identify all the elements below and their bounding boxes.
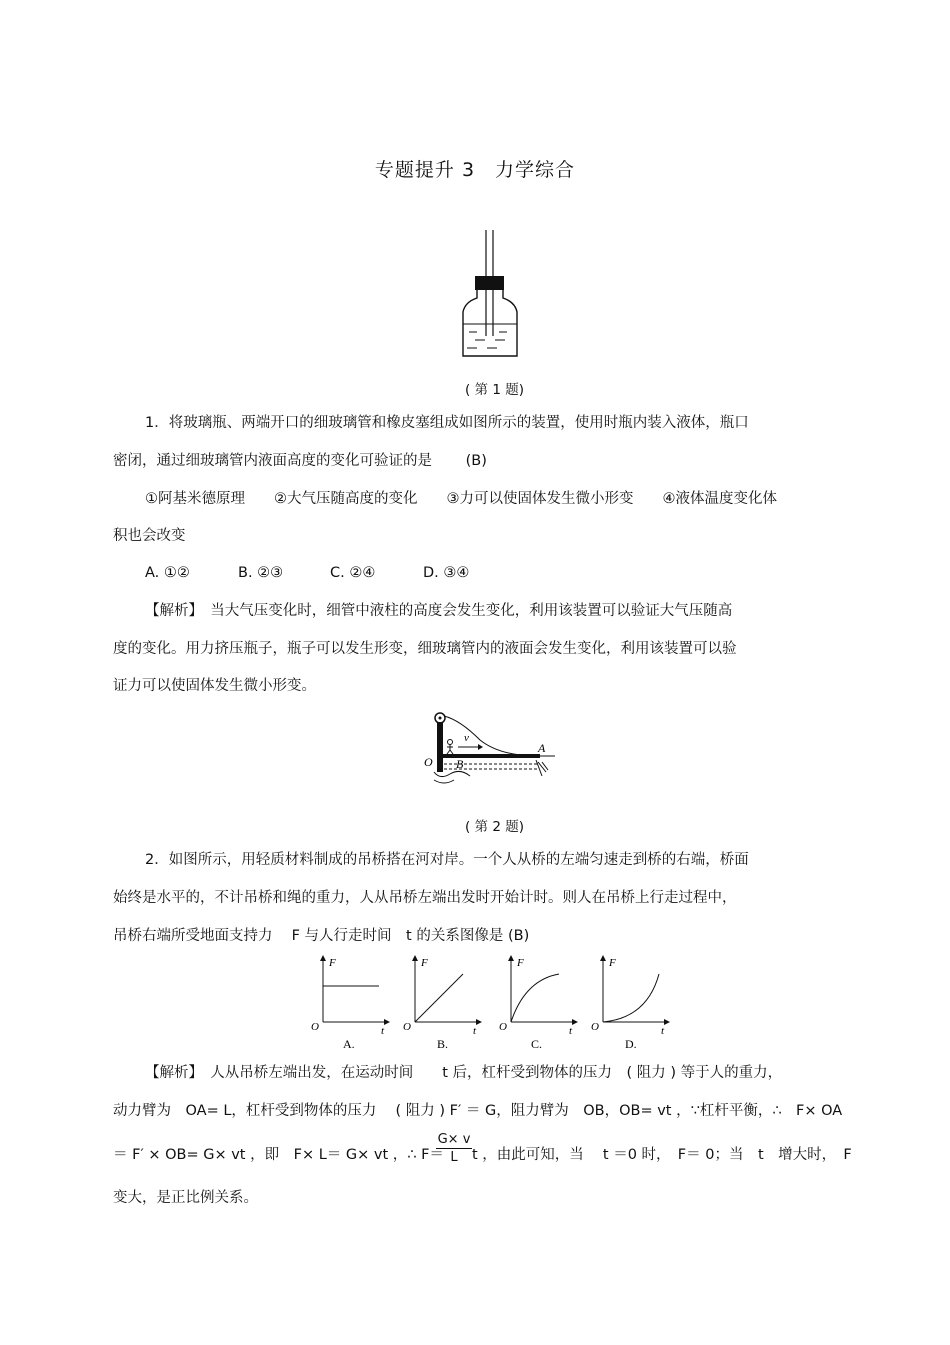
graph-d-x-label: t: [661, 1025, 665, 1037]
fraction: [436, 1132, 472, 1165]
q1-analysis-line-1: 【解析】 当大气压变化时，细管中液柱的高度会发生变化，利用该装置可以验证大气压随高: [145, 603, 733, 619]
graph-c-label: C.: [531, 1037, 543, 1051]
graph-c-origin: O: [499, 1021, 507, 1033]
graph-a-label: A.: [343, 1037, 355, 1051]
fraction-denominator: L: [450, 1150, 458, 1165]
q2-stem-line-2: 始终是水平的，不计吊桥和绳的重力，人从吊桥左端出发时开始计时。则人在吊桥上行走过程中，: [113, 890, 737, 906]
figure-2-bridge: [420, 710, 560, 795]
q1-analysis-line-3: 证力可以使固体发生微小形变。: [113, 678, 316, 694]
graph-a-x-label: t: [381, 1025, 385, 1037]
q2-stem-line-3: 吊桥右端所受地面支持力 F 与人行走时间 t 的关系图像是 (B): [113, 928, 530, 944]
graph-b: [403, 957, 479, 1051]
figure-2-label-o: O: [424, 755, 433, 769]
q1-analysis-line-2: 度的变化。用力挤压瓶子，瓶子可以发生形变，细玻璃管内的液面会发生变化，利用该装置可以验: [113, 641, 737, 657]
graph-a-y-label: F: [329, 957, 336, 969]
page-title: 专题提升 3 力学综合: [374, 159, 576, 181]
figure-2-caption: ( 第 2 题): [465, 819, 524, 835]
figure-1-caption: ( 第 1 题): [465, 382, 524, 398]
graph-b-origin: O: [403, 1021, 411, 1033]
q1-items-line-1: ①阿基米德原理 ②大气压随高度的变化 ③力可以使固体发生微小形变 ④液体温度变化体: [145, 491, 777, 507]
graph-b-x-label: t: [473, 1025, 477, 1037]
q2-analysis-line-2: 动力臂为 OA= L，杠杆受到物体的压力 ( 阻力 ) F′ ＝ G，阻力臂为 OB，OB= vt ，∵杠杆平衡，∴ F× OA: [113, 1103, 843, 1119]
q1-option-a: A. ①②: [145, 565, 190, 581]
graph-d-label: D.: [625, 1037, 637, 1051]
fraction-bar: [436, 1148, 472, 1149]
graph-c-x-label: t: [569, 1025, 573, 1037]
q2-analysis-line-4: 变大，是正比例关系。: [113, 1190, 258, 1206]
q1-items-line-2: 积也会改变: [113, 528, 186, 544]
figure-2-label-v: v: [464, 732, 469, 744]
q2-analysis-line-3b: t ，由此可知，当 t ＝0 时， F＝ 0；当 t 增大时， F: [472, 1147, 852, 1163]
graph-d-y-label: F: [609, 957, 616, 969]
graph-b-label: B.: [437, 1037, 449, 1051]
fraction-numerator: G× v: [437, 1132, 471, 1147]
figure-2-label-a: A: [538, 741, 546, 755]
q2-analysis-line-1: 【解析】 人从吊桥左端出发，在运动时间 t 后，杠杆受到物体的压力 ( 阻力 ) 等于人的重力，: [145, 1065, 783, 1081]
q1-option-d: D. ③④: [423, 565, 470, 581]
figure-1-bottle: [455, 228, 525, 360]
graph-a-origin: O: [311, 1021, 319, 1033]
graph-options: [305, 952, 685, 1052]
q1-option-c: C. ②④: [330, 565, 376, 581]
graph-b-y-label: F: [421, 957, 428, 969]
q2-analysis-line-3a: ＝ F′ × OB= G× vt ，即 F× L＝ G× vt ，∴ F＝: [113, 1147, 444, 1163]
graph-a: [311, 957, 387, 1051]
q1-option-b: B. ②③: [238, 565, 284, 581]
graph-c: [499, 957, 575, 1051]
graph-d: [591, 957, 667, 1051]
graph-d-origin: O: [591, 1021, 599, 1033]
q2-stem-line-1: 2．如图所示，用轻质材料制成的吊桥搭在河对岸。一个人从桥的左端匀速走到桥的右端，桥面: [145, 852, 749, 868]
figure-2-label-b: B: [456, 757, 464, 771]
q1-stem-line-1: 1．将玻璃瓶、两端开口的细玻璃管和橡皮塞组成如图所示的装置，使用时瓶内装入液体，瓶口: [145, 415, 749, 431]
q1-stem-line-2: 密闭，通过细玻璃管内液面高度的变化可验证的是 (B): [113, 453, 487, 469]
graph-c-y-label: F: [517, 957, 524, 969]
